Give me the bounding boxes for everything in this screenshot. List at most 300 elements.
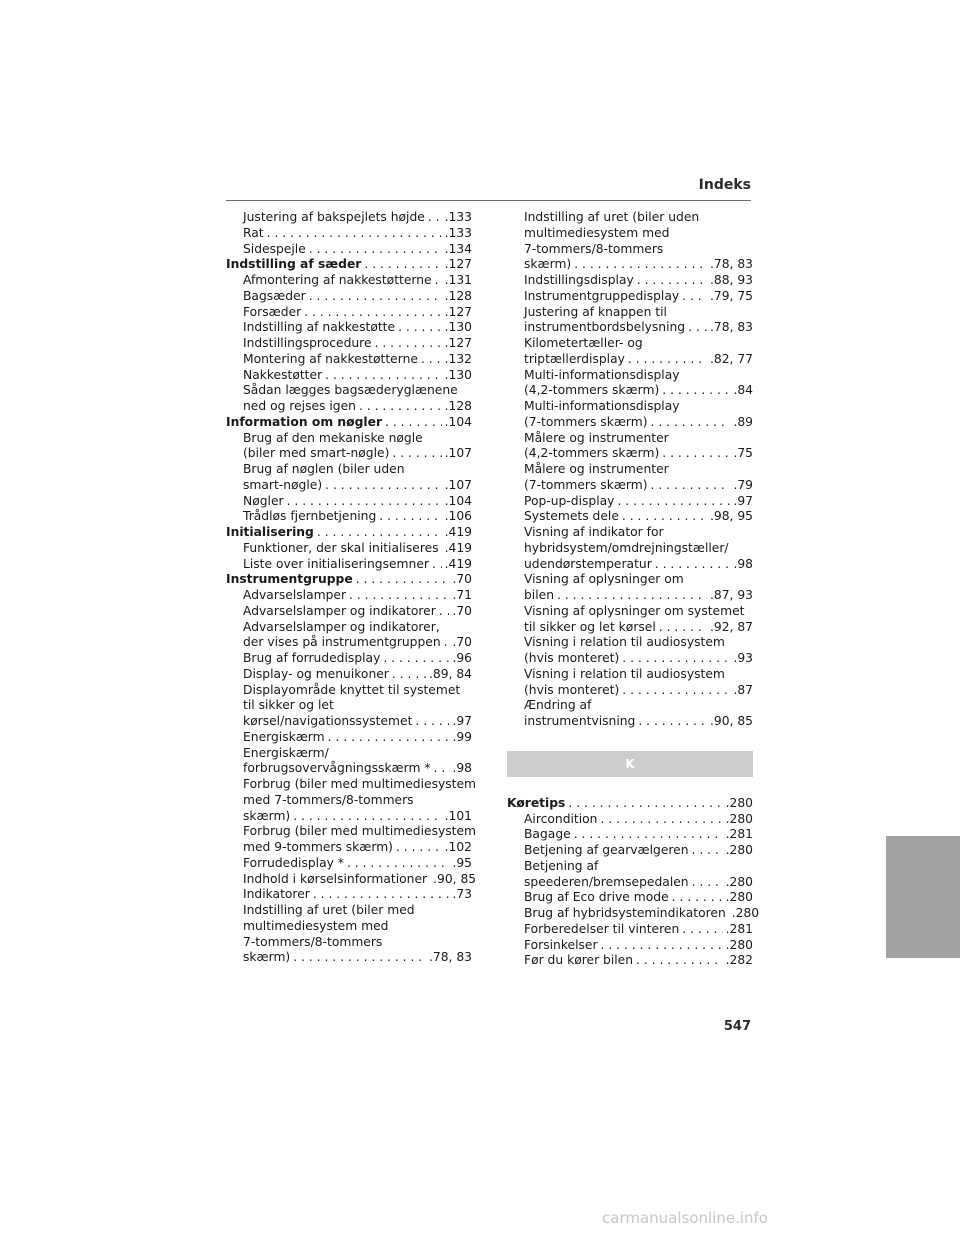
entry-page-number: .101 <box>444 808 472 823</box>
entry-page-number: .128 <box>444 288 472 303</box>
entry-text: triptællerdisplay <box>524 351 625 366</box>
index-main-entry <box>226 572 472 588</box>
dot-leader <box>688 320 707 336</box>
entry-page-number: .98 <box>452 761 472 776</box>
index-sub-entry <box>507 431 753 447</box>
index-sub-entry <box>226 651 472 667</box>
index-sub-entry <box>226 226 472 242</box>
dot-leader <box>637 273 707 289</box>
entry-page-number: .75 <box>733 446 753 461</box>
dot-leader <box>396 840 442 856</box>
entry-text: Instrumentgruppedisplay <box>524 288 680 303</box>
index-sub-entry <box>226 698 472 714</box>
index-main-entry <box>226 415 472 431</box>
dot-leader <box>435 273 442 289</box>
entry-page-number: .104 <box>444 414 472 429</box>
entry-text: Energiskærm/ <box>243 745 329 760</box>
dot-leader <box>574 827 723 843</box>
entry-text: Indstilling af uret (biler med <box>243 903 415 917</box>
entry-page-number: .131 <box>444 273 472 287</box>
entry-text: Bagage <box>524 827 571 842</box>
entry-page-number: .281 <box>725 827 753 842</box>
index-sub-entry <box>507 604 753 620</box>
entry-page-number: .419 <box>444 525 472 539</box>
index-sub-entry <box>507 938 753 954</box>
dot-leader <box>662 446 730 462</box>
entry-page-number: .70 <box>452 635 472 650</box>
entry-text: 7-tommers/8-tommers <box>243 934 383 949</box>
index-sub-entry <box>507 541 753 557</box>
entry-text: Kilometertæller- og <box>524 336 643 350</box>
entry-text: Indstillingsdisplay <box>524 273 634 287</box>
dot-leader <box>428 210 442 226</box>
entry-page-number: .98 <box>733 556 753 571</box>
entry-text: ned og rejses igen <box>243 399 356 413</box>
dot-leader <box>617 494 730 510</box>
index-sub-entry <box>226 620 472 636</box>
dot-leader <box>313 887 450 903</box>
entry-text: (hvis monteret) <box>524 682 620 697</box>
entry-text: Ændring af <box>524 698 592 713</box>
entry-text: der vises på instrumentgruppen <box>243 635 441 650</box>
entry-text: udendørstemperatur <box>524 556 652 571</box>
entry-text: (7-tommers skærm) <box>524 414 648 429</box>
entry-page-number: .78, 83 <box>709 257 753 272</box>
entry-text: Forrudedisplay * <box>243 855 344 870</box>
entry-page-number: .280 <box>725 843 753 857</box>
entry-text: Forsæder <box>243 304 302 319</box>
chapter-side-tab <box>886 836 960 958</box>
entry-text: Montering af nakkestøtterne <box>243 351 418 366</box>
index-sub-entry <box>226 919 472 935</box>
dot-leader <box>662 383 730 399</box>
dot-leader <box>325 478 441 494</box>
index-sub-entry <box>226 273 472 289</box>
entry-page-number: .89 <box>733 414 753 429</box>
index-sub-entry <box>226 462 472 478</box>
entry-text: speederen/bremsepedalen <box>524 874 689 889</box>
entry-text: Brug af forrudedisplay <box>243 651 381 665</box>
entry-text: Brug af nøglen (biler uden <box>243 462 405 476</box>
entry-text: Indstillingsprocedure <box>243 336 372 350</box>
entry-text: (7-tommers skærm) <box>524 477 648 492</box>
entry-text: instrumentvisning <box>524 714 636 728</box>
entry-page-number: .70 <box>452 572 472 587</box>
dot-leader <box>574 257 707 273</box>
entry-text: Nøgler <box>243 493 284 508</box>
dot-leader <box>432 557 442 573</box>
entry-page-number: .97 <box>452 714 472 728</box>
dot-leader <box>392 667 426 683</box>
index-sub-entry <box>226 352 472 368</box>
entry-page-number: .92, 87 <box>709 619 753 634</box>
entry-text: til sikker og let kørsel <box>524 619 656 634</box>
entry-text: skærm) <box>243 950 291 965</box>
dot-leader <box>557 588 707 604</box>
dot-leader <box>655 557 731 573</box>
index-sub-entry <box>226 336 472 352</box>
entry-page-number: .95 <box>452 855 472 870</box>
index-sub-entry <box>507 859 753 875</box>
entry-text: skærm) <box>243 808 291 823</box>
index-sub-entry <box>226 320 472 336</box>
index-sub-entry <box>507 226 753 242</box>
dot-leader <box>309 242 442 258</box>
index-sub-entry <box>507 827 753 843</box>
index-sub-entry <box>226 289 472 305</box>
dot-leader <box>287 494 442 510</box>
index-sub-entry <box>507 257 753 273</box>
dot-leader <box>692 875 723 891</box>
entry-text: Sidespejle <box>243 241 306 256</box>
index-sub-entry <box>507 305 753 321</box>
index-sub-entry <box>507 242 753 258</box>
dot-leader <box>682 289 707 305</box>
index-sub-entry <box>507 320 753 336</box>
entry-text: Liste over initialiseringsemner <box>243 556 429 571</box>
entry-page-number: .280 <box>725 874 753 889</box>
entry-text: Systemets dele <box>524 509 619 524</box>
entry-text: Displayområde knyttet til systemet <box>243 682 461 697</box>
index-sub-entry <box>226 824 477 840</box>
entry-text: (4,2-tommers skærm) <box>524 383 660 398</box>
index-sub-entry <box>226 242 472 258</box>
entry-text: (hvis monteret) <box>524 651 620 665</box>
index-sub-entry <box>507 478 753 494</box>
index-sub-entry <box>226 871 477 888</box>
entry-text: Visning af oplysninger om <box>524 572 684 587</box>
entry-page-number: .130 <box>444 367 472 382</box>
entry-text: (4,2-tommers skærm) <box>524 446 660 461</box>
entry-text: Rat <box>243 225 264 240</box>
entry-page-number: .107 <box>444 477 472 492</box>
index-sub-entry <box>226 635 472 651</box>
entry-page-number: .280 <box>725 890 753 905</box>
entry-text: hybridsystem/omdrejningstæller/ <box>524 540 729 555</box>
dot-leader <box>267 226 442 242</box>
dot-leader <box>628 352 707 368</box>
index-sub-entry <box>226 509 472 525</box>
dot-leader <box>444 635 450 651</box>
dot-leader <box>672 890 723 906</box>
index-sub-entry <box>226 793 472 809</box>
entry-page-number: .82, 77 <box>709 351 753 366</box>
index-list-right-bottom <box>507 795 760 969</box>
index-sub-entry <box>507 509 753 525</box>
index-main-entry <box>226 525 472 541</box>
dot-leader <box>317 525 442 541</box>
entry-page-number: .78, 83 <box>709 320 753 335</box>
index-sub-entry <box>507 415 753 431</box>
entry-text: Forberedelser til vinteren <box>524 921 680 936</box>
dot-leader <box>304 305 441 321</box>
index-sub-entry <box>507 953 753 969</box>
entry-text: Indstilling af nakkestøtte <box>243 320 396 335</box>
dot-leader <box>309 289 442 305</box>
index-list-right-top <box>507 210 753 730</box>
index-sub-entry <box>507 399 753 415</box>
entry-text: multimediesystem med <box>243 918 389 933</box>
entry-text: Brug af den mekaniske nøgle <box>243 430 423 445</box>
index-sub-entry <box>226 714 472 730</box>
entry-text: Advarselslamper og indikatorer, <box>243 619 440 634</box>
dot-leader <box>692 843 723 859</box>
dot-leader <box>293 809 441 825</box>
entry-text: Afmontering af nakkestøtterne <box>243 273 432 287</box>
entry-text: Målere og instrumenter <box>524 462 669 476</box>
index-main-entry <box>226 257 472 273</box>
entry-page-number: .90, 85 <box>709 714 753 728</box>
entry-text: Instrumentgruppe <box>226 572 353 587</box>
entry-page-number: .87 <box>733 682 753 697</box>
dot-leader <box>434 761 450 777</box>
dot-leader <box>636 953 723 969</box>
entry-page-number: .281 <box>725 921 753 936</box>
entry-text: Visning i relation til audiosystem <box>524 635 725 650</box>
entry-text: med 9-tommers skærm) <box>243 840 393 854</box>
entry-text: Visning af indikator for <box>524 525 664 539</box>
entry-page-number: .70 <box>452 603 472 618</box>
entry-page-number: .127 <box>444 336 472 350</box>
index-column-left <box>226 210 477 966</box>
index-sub-entry <box>226 399 472 415</box>
dot-leader <box>439 604 450 620</box>
index-sub-entry <box>507 494 753 510</box>
index-sub-entry <box>507 635 753 651</box>
entry-text: Indstilling af uret (biler uden <box>524 210 700 224</box>
index-sub-entry <box>507 922 753 938</box>
dot-leader <box>415 714 449 730</box>
entry-page-number: .78, 83 <box>428 950 472 965</box>
index-sub-entry <box>226 210 472 226</box>
entry-text: 7-tommers/8-tommers <box>524 241 664 256</box>
entry-text: smart-nøgle) <box>243 477 323 492</box>
entry-text: Indikatorer <box>243 887 310 902</box>
entry-text: Multi-informationsdisplay <box>524 367 680 382</box>
dot-leader <box>349 588 449 604</box>
entry-text: (biler med smart-nøgle) <box>243 446 390 461</box>
page-number: 547 <box>723 1019 751 1034</box>
index-sub-entry <box>507 446 753 462</box>
dot-leader <box>392 446 441 462</box>
entry-text: instrumentbordsbelysning <box>524 320 686 335</box>
entry-text: Justering af knappen til <box>524 304 667 319</box>
entry-text: Indstilling af sæder <box>226 257 362 272</box>
entry-text: Advarselslamper <box>243 588 347 602</box>
index-sub-entry <box>507 289 753 305</box>
entry-text: Trådløs fjernbetjening <box>243 509 377 524</box>
index-sub-entry <box>226 777 477 793</box>
entry-page-number: .99 <box>452 729 472 744</box>
entry-text: Visning af oplysninger om systemet <box>524 603 745 618</box>
entry-text: Indhold i kørselsinformationer <box>243 871 428 886</box>
dot-leader <box>359 399 442 415</box>
index-sub-entry <box>226 746 472 762</box>
entry-page-number: .134 <box>444 241 472 256</box>
index-sub-entry <box>226 446 472 462</box>
index-sub-entry <box>226 494 472 510</box>
dot-leader <box>600 812 722 828</box>
entry-text: Justering af bakspejlets højde <box>243 210 425 224</box>
dot-leader <box>638 714 707 730</box>
index-sub-entry <box>507 620 753 636</box>
index-sub-entry <box>226 809 472 825</box>
entry-page-number: .87, 93 <box>709 588 753 602</box>
index-sub-entry <box>226 840 472 856</box>
entry-text: Advarselslamper og indikatorer <box>243 603 436 618</box>
index-sub-entry <box>226 368 472 384</box>
dot-leader <box>328 730 450 746</box>
entry-text: Multi-informationsdisplay <box>524 399 680 413</box>
entry-page-number: .98, 95 <box>709 509 753 524</box>
dot-leader <box>622 509 707 525</box>
index-sub-entry <box>226 761 472 777</box>
header-divider <box>226 200 751 201</box>
entry-page-number: .107 <box>444 446 472 461</box>
dot-leader <box>385 415 442 431</box>
entry-page-number: .133 <box>444 210 472 224</box>
index-sub-entry <box>226 604 472 620</box>
index-sub-entry <box>226 730 472 746</box>
entry-page-number: .96 <box>452 651 472 665</box>
index-sub-entry <box>507 368 753 384</box>
index-sub-entry <box>226 683 472 699</box>
index-sub-entry <box>226 667 472 683</box>
entry-page-number: .71 <box>452 588 472 602</box>
letter-section-bar: K <box>507 751 753 777</box>
index-sub-entry <box>507 462 753 478</box>
dot-leader <box>383 651 449 667</box>
entry-page-number: .127 <box>444 257 472 272</box>
entry-page-number: .73 <box>452 887 472 902</box>
entry-page-number: .79, 75 <box>709 288 753 303</box>
entry-text: Brug af hybridsystemindikatoren <box>524 906 726 920</box>
index-sub-entry <box>226 305 472 321</box>
entry-page-number: .102 <box>444 840 472 854</box>
entry-page-number: .133 <box>444 225 472 240</box>
index-main-entry <box>507 796 753 812</box>
entry-text: Betjening af <box>524 858 599 873</box>
entry-text: bilen <box>524 588 554 602</box>
dot-leader <box>682 922 722 938</box>
index-sub-entry <box>507 525 753 541</box>
index-sub-entry <box>226 557 472 573</box>
index-sub-entry <box>507 906 760 922</box>
dot-leader <box>379 509 441 525</box>
dot-leader <box>622 651 730 667</box>
index-sub-entry <box>226 856 472 872</box>
index-sub-entry <box>226 588 472 604</box>
dot-leader <box>364 257 441 273</box>
index-sub-entry <box>226 541 472 557</box>
entry-page-number: .280 <box>725 811 753 826</box>
entry-page-number: .93 <box>733 651 753 665</box>
index-sub-entry <box>507 651 753 667</box>
entry-page-number: .89, 84 <box>428 666 472 681</box>
entry-page-number: .282 <box>725 953 753 968</box>
index-sub-entry <box>507 714 753 730</box>
entry-page-number: .128 <box>444 399 472 413</box>
entry-text: Før du kører bilen <box>524 953 634 968</box>
entry-text: kørsel/navigationssystemet <box>243 714 413 728</box>
dot-leader <box>651 478 731 494</box>
entry-text: Initialisering <box>226 525 314 539</box>
index-sub-entry <box>226 903 472 919</box>
entry-page-number: .132 <box>444 351 472 366</box>
index-sub-entry <box>507 273 753 289</box>
entry-page-number: .419 <box>444 556 472 571</box>
dot-leader <box>347 856 449 872</box>
entry-text: Bagsæder <box>243 288 306 303</box>
entry-text: Display- og menuikoner <box>243 666 389 681</box>
entry-page-number: .130 <box>444 320 472 335</box>
index-sub-entry <box>507 698 753 714</box>
entry-text: Forbrug (biler med multimediesystem <box>243 777 477 791</box>
entry-text: Forsinkelser <box>524 937 598 952</box>
entry-text: Information om nøgler <box>226 414 383 429</box>
entry-text: forbrugsovervågningsskærm * <box>243 761 431 776</box>
index-sub-entry <box>507 667 753 683</box>
entry-text: Målere og instrumenter <box>524 430 669 445</box>
entry-page-number: .104 <box>444 493 472 508</box>
dot-leader <box>325 368 441 384</box>
dot-leader <box>659 620 707 636</box>
index-column-right <box>507 210 760 969</box>
entry-text: med 7-tommers/8-tommers <box>243 792 414 807</box>
entry-page-number: .127 <box>444 304 472 319</box>
dot-leader <box>293 950 426 966</box>
entry-text: Køretips <box>507 795 566 810</box>
entry-page-number: .84 <box>733 383 753 398</box>
dot-leader <box>375 336 442 352</box>
entry-text: Forbrug (biler med multimediesystem <box>243 824 477 839</box>
dot-leader <box>622 683 730 699</box>
entry-page-number: .280 <box>725 795 753 810</box>
index-sub-entry <box>507 843 753 859</box>
dot-leader <box>601 938 723 954</box>
entry-text: Pop-up-display <box>524 493 615 508</box>
entry-text: skærm) <box>524 257 572 272</box>
index-sub-entry <box>226 950 472 966</box>
index-sub-entry <box>507 683 753 699</box>
index-sub-entry <box>507 383 753 399</box>
entry-page-number: .97 <box>733 493 753 508</box>
index-sub-entry <box>507 588 753 604</box>
watermark-text: carmanualsonline.info <box>602 1209 768 1227</box>
entry-page-number: .88, 93 <box>709 273 753 287</box>
index-sub-entry <box>226 935 472 951</box>
entry-page-number: .106 <box>444 509 472 524</box>
index-sub-entry <box>226 887 472 903</box>
entry-text: multimediesystem med <box>524 225 670 240</box>
index-sub-entry <box>507 812 753 828</box>
entry-page-number: .280 <box>725 937 753 952</box>
index-sub-entry <box>507 210 753 226</box>
entry-page-number: .280 <box>731 906 760 920</box>
entry-text: Aircondition <box>524 811 598 826</box>
index-sub-entry <box>507 875 753 891</box>
index-sub-entry <box>507 557 753 573</box>
index-sub-entry <box>507 352 753 368</box>
index-sub-entry <box>507 572 753 588</box>
index-sub-entry <box>507 890 753 906</box>
page-header-title: Indeks <box>698 177 751 193</box>
entry-page-number: .79 <box>733 477 753 492</box>
index-sub-entry <box>226 431 472 447</box>
entry-text: Energiskærm <box>243 729 325 744</box>
entry-page-number: .419 <box>444 540 472 555</box>
dot-leader <box>651 415 731 431</box>
